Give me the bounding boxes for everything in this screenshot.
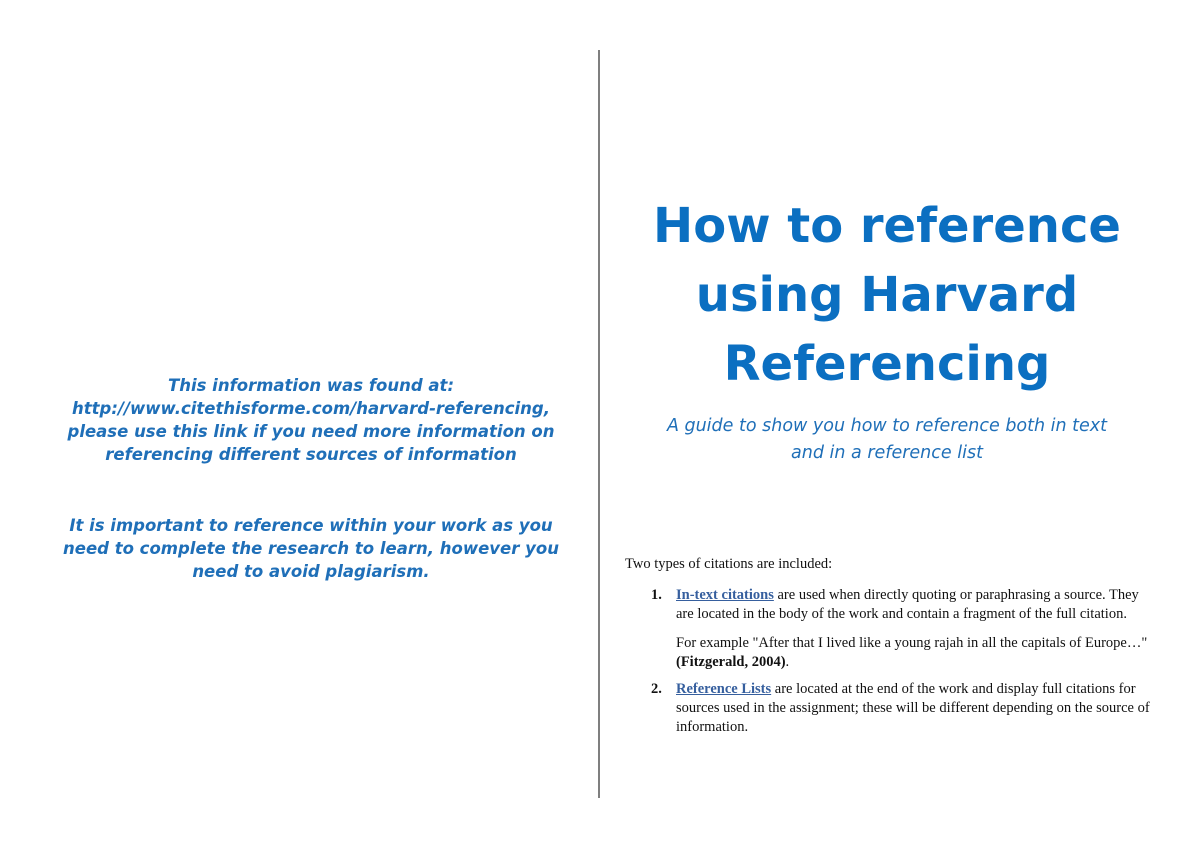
item-text: are located at the end of the work and display full citations for sources used in the assignment; these will be different depending on the source of information. [676, 681, 1150, 735]
list-item [625, 680, 1155, 737]
in-text-citations-link[interactable]: In-text citations [676, 587, 774, 603]
source-line-3: please use this link if you need more information on [67, 422, 555, 441]
source-url: http://www.citethisforme.com/harvard-referencing, [72, 399, 550, 418]
example-end: . [785, 654, 790, 670]
subtitle [612, 413, 1162, 467]
left-panel [40, 374, 582, 583]
page-title [612, 192, 1162, 399]
title-line-2: using Harvard [695, 267, 1079, 323]
item-text: are used when directly quoting or paraphrasing a source. They are located in the body of the work and contain a fragment of the full citation. [676, 587, 1139, 622]
list-item [625, 586, 1155, 672]
example-paragraph [676, 634, 1155, 672]
title-line-1: How to reference [653, 198, 1121, 254]
source-line-4: referencing different sources of information [105, 445, 517, 464]
reference-lists-link[interactable]: Reference Lists [676, 681, 772, 697]
note-line-2: need to complete the research to learn, however you [63, 539, 559, 558]
example-text: For example "After that I lived like a young rajah in all the capitals of Europe…" [676, 635, 1148, 651]
list-number: 1. [651, 587, 662, 603]
source-line-1: This information was found at: [167, 376, 455, 395]
subtitle-line-1: A guide to show you how to reference both in text [666, 416, 1108, 436]
note-line-3: need to avoid plagiarism. [192, 562, 430, 581]
citation-body [625, 555, 1155, 745]
subtitle-line-2: and in a reference list [791, 443, 983, 463]
list-number: 2. [651, 681, 662, 697]
spacer [40, 466, 582, 514]
example-citation: (Fitzgerald, 2004) [676, 654, 786, 670]
note-line-1: It is important to reference within your work as you [69, 516, 553, 535]
intro-text: Two types of citations are included: [625, 556, 833, 572]
page-divider [598, 50, 600, 798]
citation-list [625, 586, 1155, 737]
title-line-3: Referencing [723, 336, 1051, 392]
